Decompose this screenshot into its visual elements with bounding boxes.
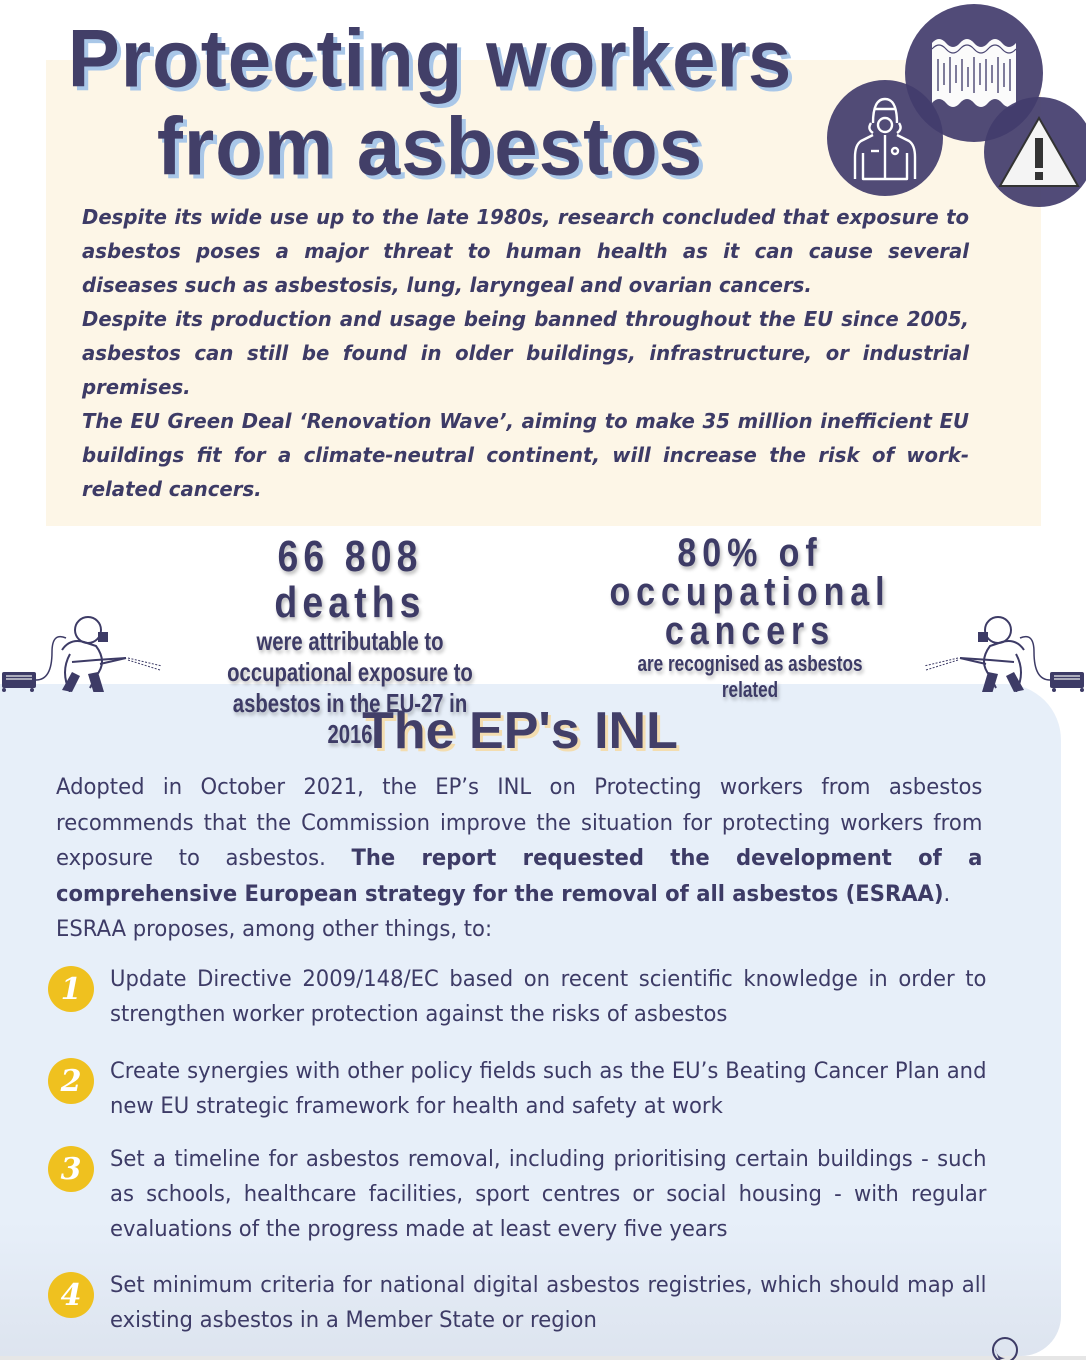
inl-section-title: The EP's INL xyxy=(362,702,678,760)
deaths-line-2: occupational exposure to xyxy=(227,657,473,687)
proposal-text: Update Directive 2009/148/EC based on recent scientific knowledge in order to strengthen worker protection against the risks of asbestos xyxy=(110,967,987,1027)
inl-body-end: . xyxy=(943,881,951,907)
cancers-stat xyxy=(575,531,925,703)
cancers-headline-1: 80% of xyxy=(677,531,823,575)
number-badge: 4 xyxy=(48,1272,94,1318)
intro-paragraph-3: The EU Green Deal ‘Renovation Wave’, aiming to make 35 million inefficient EU buildings fit for a climate-neutral continent, will increase the risk of work-related cancers. xyxy=(82,409,970,501)
proposal-text: Set minimum criteria for national digital asbestos registries, which should map all existing asbestos in a Member State or region xyxy=(110,1273,987,1333)
inl-body-regular: Adopted in October 2021, the EP’s INL on Protecting workers from asbestos recommends that the Commission improve the situation for protecting workers from exposure to asbestos. xyxy=(56,775,983,871)
deaths-headline: 66 808 deaths xyxy=(274,532,426,627)
number-badge: 3 xyxy=(48,1146,94,1192)
warning-triangle-icon xyxy=(984,97,1086,207)
page-title xyxy=(0,11,860,193)
number-badge: 1 xyxy=(48,966,94,1012)
worker-spraying-illustration-icon xyxy=(0,572,170,692)
title-line-2: from asbestos xyxy=(156,99,704,193)
cancers-headline-3: cancers xyxy=(664,609,836,653)
title-line-1: Protecting workers xyxy=(67,11,793,105)
worker-helmet-partial-icon xyxy=(985,1334,1025,1360)
inl-list-intro: ESRAA proposes, among other things, to: xyxy=(56,917,493,942)
proposal-item xyxy=(48,1142,1023,1247)
cancers-headline-2: occupational xyxy=(609,570,891,614)
proposal-item xyxy=(48,1268,1023,1338)
intro-paragraph-2: Despite its production and usage being banned throughout the EU since 2005, asbestos can still be found in older buildings, infrastructure, or industrial premises. xyxy=(82,307,970,399)
proposal-text: Set a timeline for asbestos removal, including prioritising certain buildings - such as schools, healthcare facilities, sport centres or social housing - with regular evaluations of the progress made at least every five years xyxy=(110,1147,987,1242)
worker-spraying-illustration-icon xyxy=(916,572,1086,692)
deaths-line-3: asbestos in the EU-27 in 2016 xyxy=(232,688,468,749)
intro-paragraph-1: Despite its wide use up to the late 1980s, research concluded that exposure to asbestos poses a major threat to human health as it can cause several diseases such as asbestosis, lung, laryngeal and ovarian cancers. xyxy=(82,205,970,297)
intro-text xyxy=(82,200,969,506)
number-badge: 2 xyxy=(48,1058,94,1104)
proposal-text: Create synergies with other policy fields such as the EU’s Beating Cancer Plan and new EU strategic framework for health and safety at work xyxy=(110,1059,987,1119)
inl-body-bold: The report requested the development of a comprehensive European strategy for the removal of all asbestos (ESRAA) xyxy=(56,846,983,907)
inl-body xyxy=(56,770,982,948)
worker-protective-suit-icon xyxy=(827,80,943,196)
proposal-item xyxy=(48,962,1023,1032)
bottom-strip xyxy=(0,1356,1086,1360)
proposal-item xyxy=(48,1054,1023,1124)
cancers-line-1: are recognised as asbestos related xyxy=(637,651,863,702)
deaths-line-1: were attributable to xyxy=(256,626,444,656)
